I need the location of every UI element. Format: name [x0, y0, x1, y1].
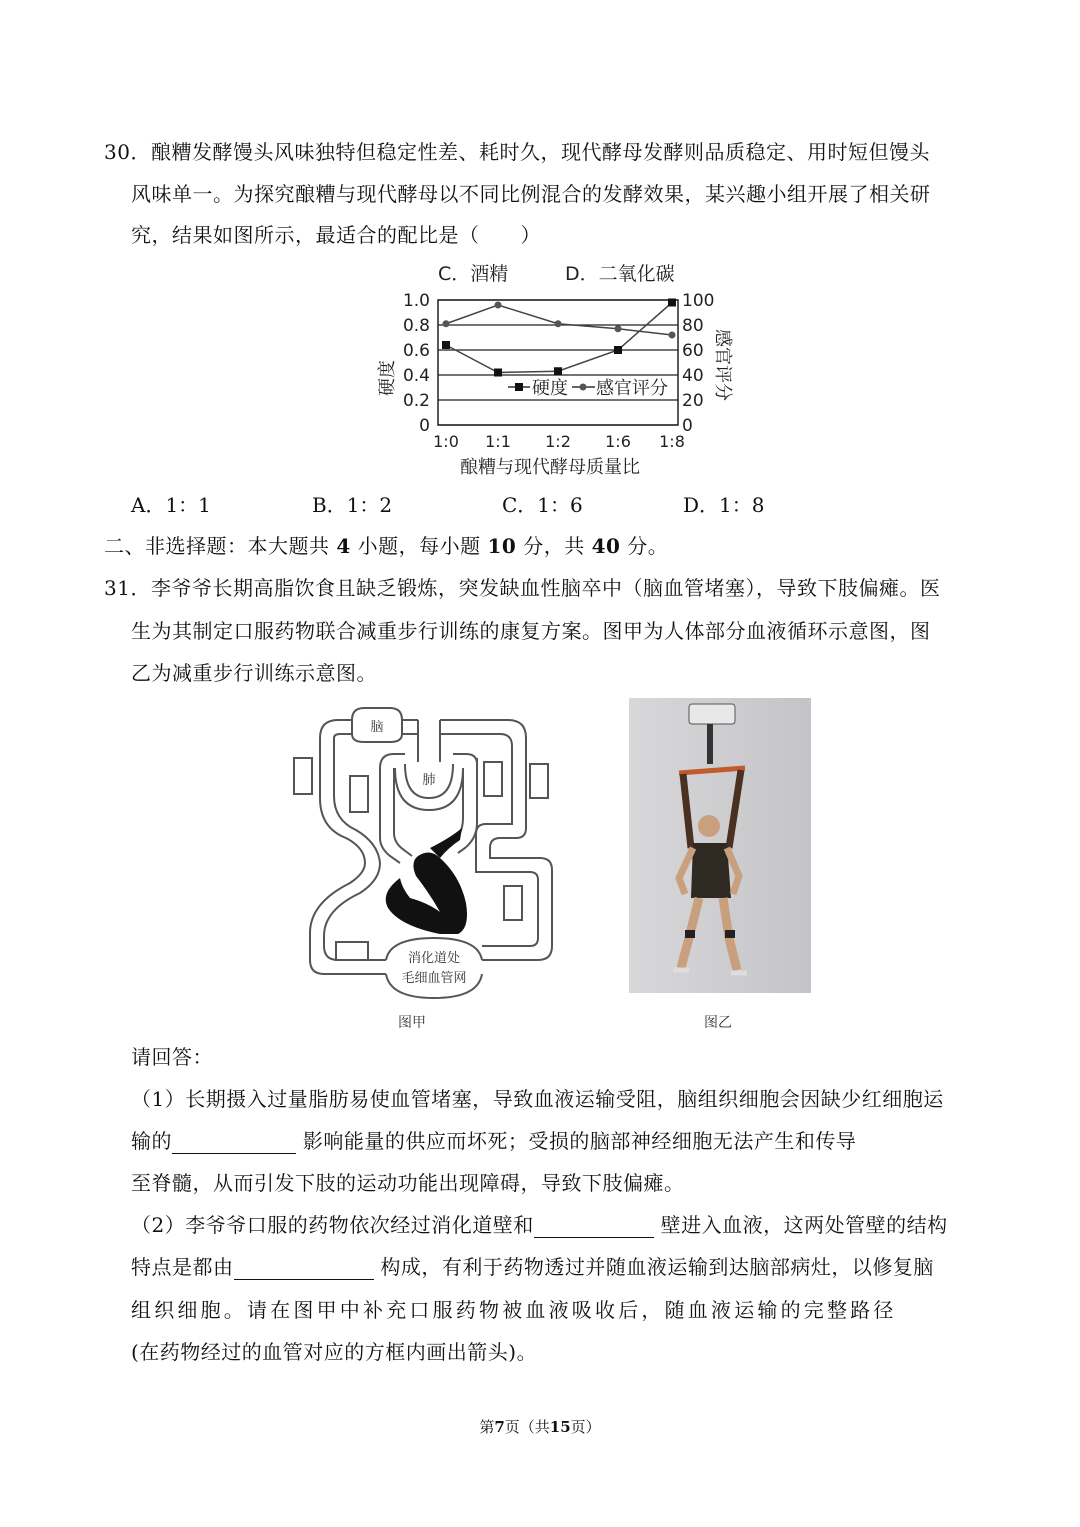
ytick-left: 0.4: [402, 366, 430, 386]
answer-blank-1[interactable]: [172, 1131, 296, 1154]
ytick-right: 80: [682, 316, 704, 336]
q30-option-d: D．1：8: [683, 493, 765, 517]
fig-a-caption: 图甲: [398, 1015, 426, 1031]
fig-b-caption: 图乙: [704, 1015, 732, 1031]
label-capillary-1: 消化道处: [407, 951, 461, 966]
xtick-label: 1:1: [485, 432, 511, 451]
chart-ylabel-right: 感官评分: [712, 329, 733, 401]
section2-heading: 二、非选择题：本大题共 4 小题，每小题 10 分，共 40 分。: [104, 534, 669, 558]
answer-blank-3[interactable]: [234, 1257, 374, 1280]
gait-training-photo: [629, 698, 811, 993]
series-line: [446, 303, 672, 373]
ytick-right: 100: [682, 291, 715, 311]
xtick-label: 1:6: [605, 432, 631, 451]
legend-score: 感官评分: [596, 378, 668, 399]
q31-p2-line-3: 组织细胞。请在图甲中补充口服药物被血液吸收后，随血液运输的完整路径: [131, 1298, 897, 1322]
ytick-left: 0.6: [402, 341, 430, 361]
hardness-score-chart: [360, 255, 733, 480]
chart-legend: [508, 378, 668, 399]
series-line: [446, 305, 672, 335]
ytick-right: 40: [682, 366, 704, 386]
q30-line-1: 30．酿糟发酵馒头风味独特但稳定性差、耗时久，现代酵母发酵则品质稳定、用时短但馒头: [104, 140, 930, 164]
q30-option-c: C．1：6: [502, 493, 583, 517]
score-point: [669, 332, 676, 339]
q31-p1-line-2: 输的 影响能量的供应而坏死；受损的脑部神经细胞无法产生和传导: [131, 1129, 857, 1153]
label-brain: 脑: [370, 720, 384, 735]
chart-top-label-d: D．二氧化碳: [565, 263, 675, 285]
hardness-point: [442, 341, 450, 349]
score-point: [443, 320, 450, 327]
q31-line-1: 31．李爷爷长期高脂饮食且缺乏锻炼，突发缺血性脑卒中（脑血管堵塞），导致下肢偏瘫。医: [104, 576, 941, 600]
ytick-left: 1.0: [402, 291, 430, 311]
ytick-left: 0.2: [402, 391, 430, 411]
q31-line-3: 乙为减重步行训练示意图。: [131, 661, 377, 685]
q30-option-a: A．1：1: [131, 493, 211, 517]
legend-circle-marker: [580, 384, 587, 391]
legend-hardness: 硬度: [532, 378, 568, 399]
score-point: [615, 325, 622, 332]
hardness-point: [614, 346, 622, 354]
q30-line-3: 究，结果如图所示，最适合的配比是（ ）: [131, 223, 541, 247]
ytick-right: 0: [682, 416, 693, 436]
chart-grid: [438, 300, 678, 425]
q31-prompt: 请回答：: [131, 1045, 213, 1069]
ytick-left: 0.8: [402, 316, 430, 336]
q31-p1-line-3: 至脊髓，从而引发下肢的运动功能出现障碍，导致下肢偏瘫。: [131, 1171, 685, 1195]
ytick-right: 20: [682, 391, 704, 411]
q31-line-2: 生为其制定口服药物联合减重步行训练的康复方案。图甲为人体部分血液循环示意图，图: [131, 619, 931, 643]
ytick-right: 60: [682, 341, 704, 361]
q31-p1-line-1: （1）长期摄入过量脂肪易使血管堵塞，导致血液运输受阻，脑组织细胞会因缺少红细胞运: [131, 1087, 944, 1111]
chart-ylabel-left: 硬度: [377, 360, 398, 396]
chart-series: [442, 299, 676, 377]
label-capillary-2: 毛细血管网: [401, 971, 467, 986]
q31-p2-line-4: (在药物经过的血管对应的方框内画出箭头)。: [131, 1340, 538, 1364]
xtick-label: 1:2: [545, 432, 571, 451]
answer-blank-2[interactable]: [534, 1215, 654, 1238]
chart-frame: [438, 300, 678, 425]
q30-line-2: 风味单一。为探究酿糟与现代酵母以不同比例混合的发酵效果，某兴趣小组开展了相关研: [131, 182, 931, 206]
score-point: [495, 302, 502, 309]
chart-xlabel: 酿糟与现代酵母质量比: [460, 457, 640, 478]
q31-p2-line-2: 特点是都由 构成，有利于药物透过并随血液运输到达脑部病灶，以修复脑: [131, 1255, 934, 1279]
q30-option-b: B．1：2: [312, 493, 393, 517]
label-lung: 肺: [422, 773, 436, 788]
chart-top-label-c: C．酒精: [438, 263, 509, 285]
hardness-point: [668, 299, 676, 307]
page-footer: 第7页（共15页）: [479, 1418, 601, 1436]
hardness-point: [494, 369, 502, 377]
ytick-left: 0: [419, 416, 430, 436]
legend-square-marker: [515, 383, 523, 391]
xtick-label: 1:0: [433, 432, 459, 451]
score-point: [555, 320, 562, 327]
circulation-diagram: [290, 698, 560, 1008]
xtick-label: 1:8: [659, 432, 685, 451]
q31-p2-line-1: （2）李爷爷口服的药物依次经过消化道壁和 壁进入血液，这两处管壁的结构: [131, 1213, 948, 1237]
hardness-point: [554, 367, 562, 375]
